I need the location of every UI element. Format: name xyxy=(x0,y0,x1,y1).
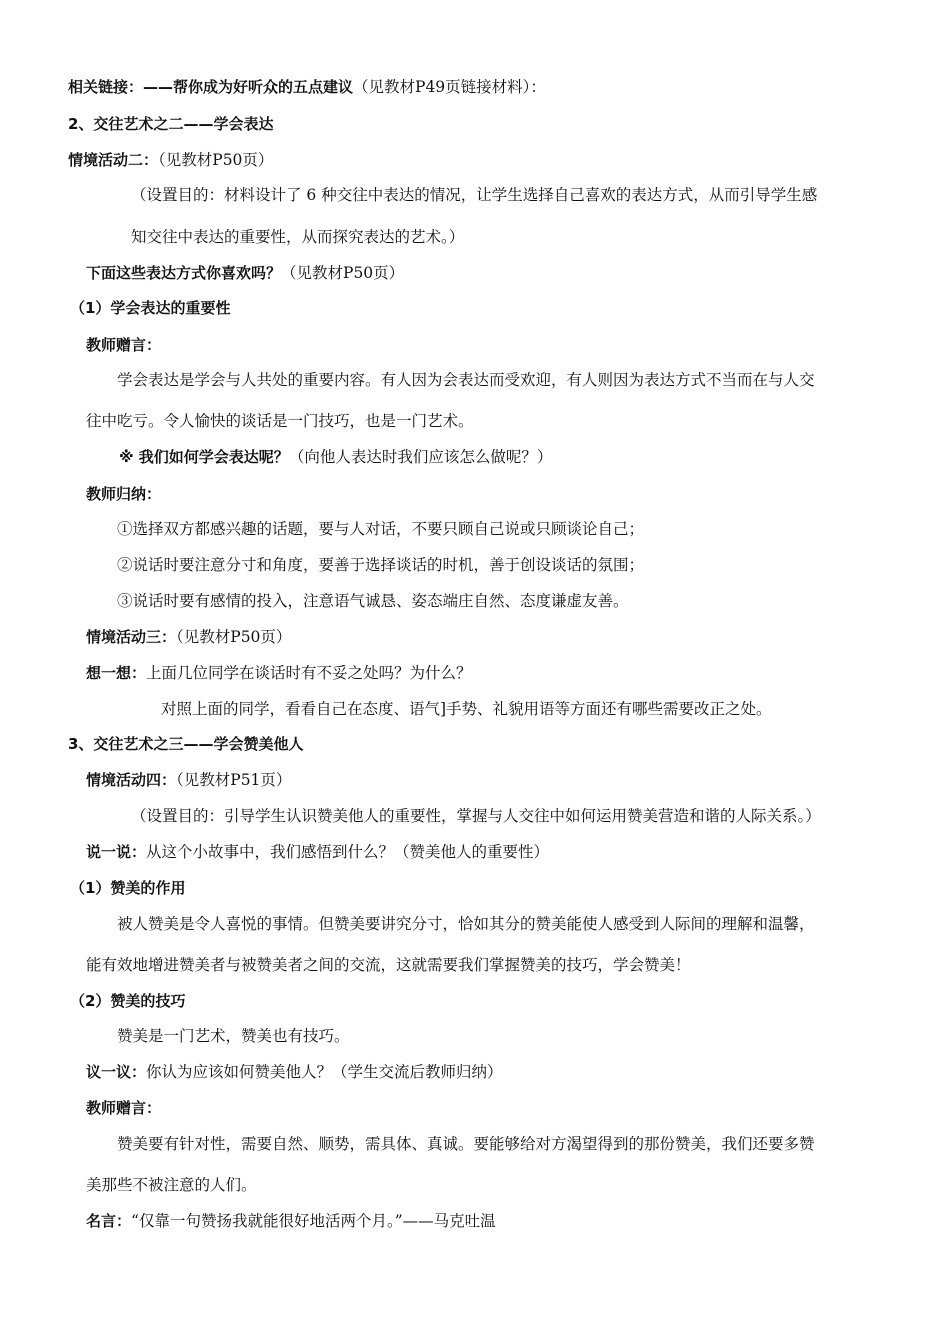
line-bold: 说一说： xyxy=(86,843,147,861)
line-bold: 情境活动四： xyxy=(86,771,177,789)
line-bold: 下面这些表达方式你喜欢吗？ xyxy=(86,264,282,282)
line-text: （设置目的：材料设计了 6 种交往中表达的情况，让学生选择自己喜欢的表达方式，从而引导学生感 xyxy=(131,186,818,204)
subsection-heading xyxy=(70,991,185,1011)
question-line xyxy=(86,663,472,683)
line-text: 你认为应该如何赞美他人？（学生交流后教师归纳） xyxy=(146,1063,503,1081)
paragraph-line xyxy=(161,699,772,719)
line-bold: 3、交往艺术之三——学会赞美他人 xyxy=(68,735,304,753)
line-text: 被人赞美是令人喜悦的事情。但赞美要讲究分寸，恰如其分的赞美能使人感受到人际间的理解和温馨， xyxy=(117,915,815,933)
paragraph-line xyxy=(131,806,821,826)
line-text: （设置目的：引导学生认识赞美他人的重要性，掌握与人交往中如何运用赞美营造和谐的人际关系。） xyxy=(131,807,821,825)
paragraph-line xyxy=(117,1026,350,1046)
line-text: 赞美要有针对性，需要自然、顺势，需具体、真诚。要能够给对方渴望得到的那份赞美，我们还要多赞 xyxy=(117,1135,815,1153)
activity-heading xyxy=(86,770,291,790)
line-bold: （1）学会表达的重要性 xyxy=(70,299,231,317)
line-text: （见教材P50页） xyxy=(281,264,405,282)
paragraph-line xyxy=(117,1134,815,1154)
line-text: （见教材P49页链接材料）： xyxy=(353,78,546,96)
list-item xyxy=(117,519,644,539)
list-item xyxy=(117,555,644,575)
line-text: ③说话时要有感情的投入，注意语气诚恳、姿态端庄自然、态度谦虚友善。 xyxy=(117,592,629,610)
line-text: 能有效地增进赞美者与被赞美者之间的交流，这就需要我们掌握赞美的技巧，学会赞美！ xyxy=(86,956,691,974)
related-link-line xyxy=(68,77,546,97)
activity-heading xyxy=(86,627,291,647)
line-text: 从这个小故事中，我们感悟到什么？（赞美他人的重要性） xyxy=(146,843,550,861)
line-text: 赞美是一门艺术，赞美也有技巧。 xyxy=(117,1027,350,1045)
question-line xyxy=(86,842,549,862)
line-text: （见教材P50页） xyxy=(176,628,292,646)
question-line xyxy=(119,447,552,467)
line-text: 往中吃亏。令人愉快的谈话是一门技巧，也是一门艺术。 xyxy=(86,412,474,430)
line-text: （向他人表达时我们应该怎么做呢？） xyxy=(288,448,553,466)
subsection-heading xyxy=(70,878,185,898)
activity-heading xyxy=(68,150,273,170)
line-text: ①选择双方都感兴趣的话题，要与人对话，不要只顾自己说或只顾谈论自己； xyxy=(117,520,645,538)
line-bold: 教师赠言： xyxy=(86,1099,162,1117)
list-item xyxy=(117,591,629,611)
line-bold: ※ 我们如何学会表达呢？ xyxy=(119,448,289,466)
subsection-heading xyxy=(70,298,230,318)
paragraph-line xyxy=(131,227,464,247)
paragraph-line xyxy=(86,1175,257,1195)
line-bold: 情境活动三： xyxy=(86,628,177,646)
section-heading xyxy=(68,734,303,754)
line-text: 学会表达是学会与人共处的重要内容。有人因为会表达而受欢迎，有人则因为表达方式不当而在与人交 xyxy=(117,371,815,389)
paragraph-line xyxy=(117,914,815,934)
line-bold: 教师赠言： xyxy=(86,336,162,354)
line-text: ②说话时要注意分寸和角度，要善于选择谈话的时机，善于创设谈话的氛围； xyxy=(117,556,645,574)
label-line xyxy=(86,484,161,504)
line-text: 美那些不被注意的人们。 xyxy=(86,1176,257,1194)
paragraph-line xyxy=(86,411,474,431)
line-bold: 2、交往艺术之二——学会表达 xyxy=(68,115,274,133)
question-line xyxy=(86,263,404,283)
line-bold: （1）赞美的作用 xyxy=(70,879,186,897)
line-bold: 教师归纳： xyxy=(86,485,162,503)
line-bold: （2）赞美的技巧 xyxy=(70,992,186,1010)
section-heading xyxy=(68,114,273,134)
label-line xyxy=(86,1098,161,1118)
line-bold: 情境活动二： xyxy=(68,151,159,169)
line-text: “仅靠一句赞扬我就能很好地活两个月。”——马克吐温 xyxy=(131,1212,496,1230)
line-text: 上面几位同学在谈话时有不妥之处吗？为什么？ xyxy=(146,664,472,682)
line-text: （见教材P51页） xyxy=(176,771,292,789)
paragraph-line xyxy=(86,955,691,975)
question-line xyxy=(86,1062,503,1082)
paragraph-line xyxy=(131,185,817,205)
paragraph-line xyxy=(117,370,815,390)
line-bold: 名言： xyxy=(86,1212,132,1230)
line-bold: 相关链接：——帮你成为好听众的五点建议 xyxy=(68,78,354,96)
line-bold: 议一议： xyxy=(86,1063,147,1081)
line-bold: 想一想： xyxy=(86,664,147,682)
line-text: 知交往中表达的重要性，从而探究表达的艺术。） xyxy=(131,228,465,246)
line-text: 对照上面的同学，看看自己在态度、语气]手势、礼貌用语等方面还有哪些需要改正之处。 xyxy=(161,700,772,718)
label-line xyxy=(86,335,161,355)
line-text: （见教材P50页） xyxy=(158,151,274,169)
quote-line xyxy=(86,1211,496,1231)
